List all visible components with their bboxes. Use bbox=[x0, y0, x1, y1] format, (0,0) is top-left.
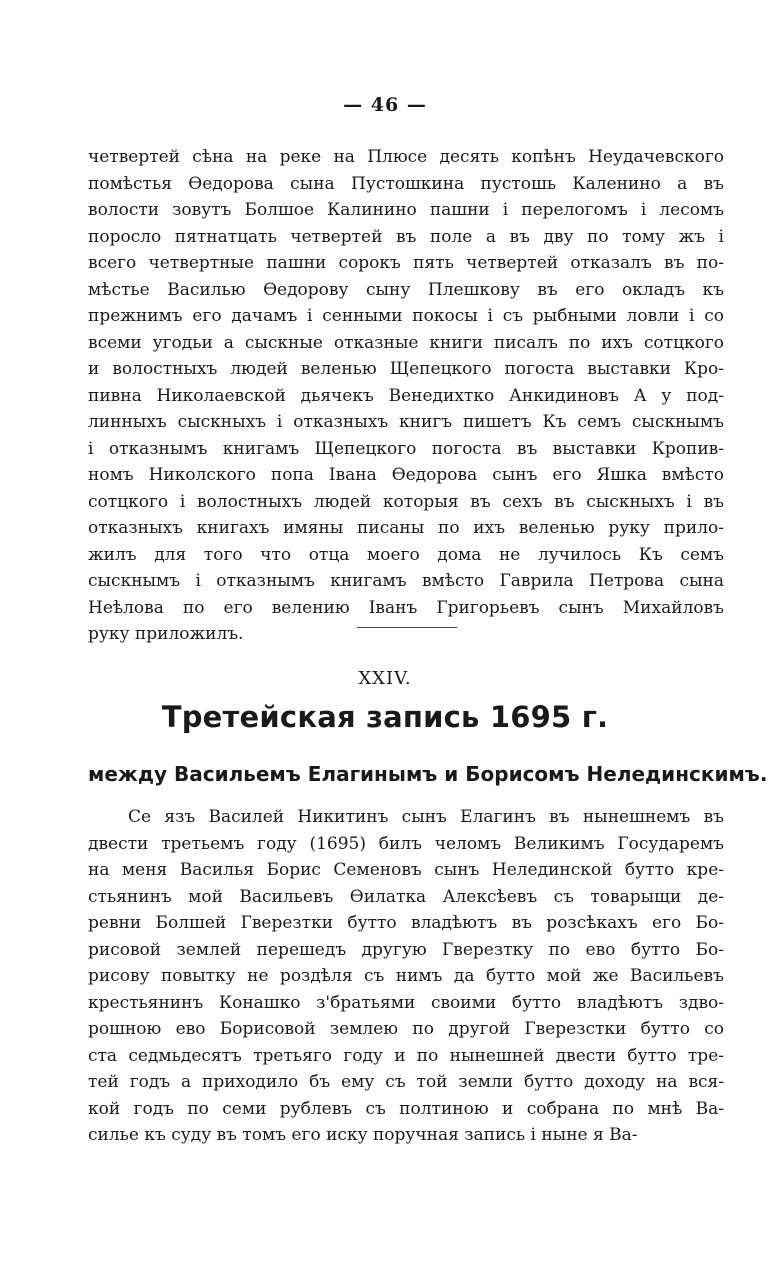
text-line: линныхъ сыскныхъ і отказныхъ книгъ пишетъ Къ семъ сыскнымъ bbox=[88, 412, 724, 432]
text-line: номъ Николского попа Івана Ѳедорова сынъ его Яшка вмѣсто bbox=[88, 465, 724, 485]
paragraph-arbitration-record bbox=[88, 804, 724, 1149]
text-line: мѣстье Василью Ѳедорову сыну Плешкову въ его окладъ къ bbox=[88, 279, 724, 300]
text-line: четвертей сѣна на реке на Плюсе десять копѣнъ Неудачевского bbox=[88, 147, 724, 167]
text-line: пивна Николаевской дьячекъ Венедихтко Анкидиновъ А у под- bbox=[88, 385, 724, 406]
text-line: ревни Болшей Гверезтки бутто владѣютъ въ розсѣкахъ его Бо- bbox=[88, 913, 724, 933]
text-line: рисовой землей перешедъ другую Гверезтку по ево бутто Бо- bbox=[88, 939, 724, 960]
section-number: XXIV. bbox=[358, 668, 412, 689]
text-line: прежнимъ его дачамъ і сенными покосы і съ рыбными ловли і со bbox=[88, 306, 724, 326]
document-title: Третейская запись 1695 г. bbox=[161, 700, 609, 734]
section-divider bbox=[357, 627, 457, 628]
text-line: отказныхъ книгахъ имяны писаны по ихъ веленью руку прило- bbox=[88, 518, 724, 538]
text-line: силье къ суду въ томъ его иску поручная запись і ныне я Ва- bbox=[88, 1125, 638, 1145]
text-line: рошною ево Борисовой землею по другой Гверезстки бутто со bbox=[88, 1019, 724, 1039]
text-line: і отказнымъ книгамъ Щепецкого погоста въ выставки Кропив- bbox=[88, 438, 724, 459]
document-subtitle: между Васильемъ Елагинымъ и Борисомъ Нелединскимъ. bbox=[88, 762, 768, 786]
text-line: двести третьемъ году (1695) билъ челомъ Великимъ Государемъ bbox=[88, 833, 724, 854]
text-line: ста седмьдесятъ третьяго году и по нынешней двести бутто тре- bbox=[88, 1045, 724, 1066]
text-line: сыскнымъ і отказнымъ книгамъ вмѣсто Гаврила Петрова сына bbox=[88, 571, 724, 591]
page-number: — 46 — bbox=[343, 94, 427, 116]
text-line: всеми угодьи а сыскные отказные книги писалъ по ихъ сотцкого bbox=[88, 332, 724, 353]
text-line: Се язъ Василей Никитинъ сынъ Елагинъ въ нынешнемъ въ bbox=[128, 807, 724, 827]
text-line: поросло пятнатцать четвертей въ поле а въ дву по тому жъ і bbox=[88, 226, 724, 247]
text-line: Неѣлова по его велению Іванъ Григорьевъ сынъ Михайловъ bbox=[88, 597, 724, 618]
text-line: тей годъ а приходило бъ ему съ той земли бутто доходу на вся- bbox=[88, 1072, 724, 1092]
text-line: кой годъ по семи рублевъ съ полтиною и собрана по мнѣ Ва- bbox=[88, 1098, 724, 1119]
text-line: сотцкого і волостныхъ людей которыя въ сехъ въ сыскныхъ і въ bbox=[88, 491, 724, 512]
text-line: и волостныхъ людей веленью Щепецкого погоста выставки Кро- bbox=[88, 359, 724, 379]
text-line: стьянинъ мой Васильевъ Ѳилатка Алексѣевъ съ товарыщи де- bbox=[88, 886, 724, 907]
text-line: рисову повытку не роздѣля съ нимъ да бутто мой же Васильевъ bbox=[88, 966, 724, 986]
paragraph-continued bbox=[88, 144, 724, 648]
text-line: помѣстья Ѳедорова сына Пустошкина пустошь Каленино а въ bbox=[88, 173, 724, 194]
text-line: жилъ для того что отца моего дома не лучилось Къ семъ bbox=[88, 544, 724, 565]
text-line: на меня Василья Борис Семеновъ сынъ Нелединской бутто кре- bbox=[88, 860, 724, 880]
text-line: крестьянинъ Конашко з'братьями своими бутто владѣютъ здво- bbox=[88, 992, 724, 1013]
text-line: руку приложилъ. bbox=[88, 624, 244, 644]
text-line: волости зовутъ Болшое Калинино пашни і перелогомъ і лесомъ bbox=[88, 200, 724, 220]
text-line: всего четвертные пашни сорокъ пять четвертей отказалъ въ по- bbox=[88, 253, 724, 273]
